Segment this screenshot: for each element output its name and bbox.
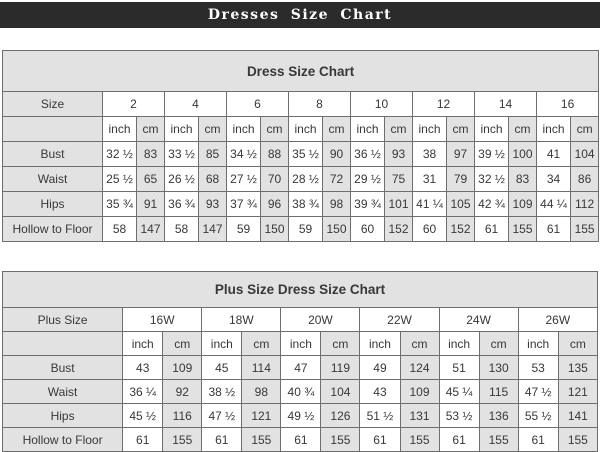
measurement-cell: 152	[385, 217, 413, 242]
row-label: Hips	[3, 192, 103, 217]
measurement-cell: 58	[165, 217, 199, 242]
measurement-cell: 27 ½	[227, 167, 261, 192]
measurement-cell: 37 ¾	[227, 192, 261, 217]
unit-inch-header: inch	[360, 332, 400, 356]
measurement-cell: 155	[321, 428, 360, 452]
measurement-cell: 35 ¾	[103, 192, 137, 217]
measurement-cell: 97	[447, 142, 475, 167]
measurement-cell: 119	[321, 356, 360, 380]
unit-inch-header: inch	[165, 117, 199, 142]
size-col-header: 20W	[281, 308, 360, 332]
measurement-cell: 55 ½	[518, 404, 558, 428]
size-col-header: 12	[413, 92, 475, 117]
measurement-cell: 155	[163, 428, 202, 452]
measurement-cell: 49 ½	[281, 404, 321, 428]
measurement-cell: 104	[321, 380, 360, 404]
row-label: Hips	[3, 404, 123, 428]
measurement-cell: 36 ¾	[165, 192, 199, 217]
measurement-cell: 105	[447, 192, 475, 217]
unit-inch-header: inch	[351, 117, 385, 142]
table-title-row	[3, 272, 598, 308]
row-label: Hollow to Floor	[3, 428, 123, 452]
measurement-cell: 40 ¾	[281, 380, 321, 404]
table-row	[3, 167, 599, 192]
measurement-cell: 136	[479, 404, 518, 428]
measurement-cell: 61	[360, 428, 400, 452]
measurement-cell: 135	[558, 356, 597, 380]
measurement-cell: 34 ½	[227, 142, 261, 167]
measurement-cell: 61	[537, 217, 571, 242]
measurement-cell: 155	[400, 428, 439, 452]
row-label: Bust	[3, 142, 103, 167]
size-corner-label: Plus Size	[3, 308, 123, 332]
row-label: Waist	[3, 167, 103, 192]
unit-cm-header: cm	[242, 332, 281, 356]
measurement-cell: 70	[261, 167, 289, 192]
plus-size-dress-size-chart-table	[2, 271, 598, 452]
measurement-cell: 114	[242, 356, 281, 380]
size-col-header: 18W	[202, 308, 281, 332]
measurement-cell: 45 ¼	[439, 380, 479, 404]
measurement-cell: 115	[479, 380, 518, 404]
size-header-row	[3, 308, 598, 332]
unit-cm-header: cm	[400, 332, 439, 356]
measurement-cell: 61	[518, 428, 558, 452]
unit-cm-header: cm	[321, 332, 360, 356]
unit-cm-header: cm	[447, 117, 475, 142]
unit-cm-header: cm	[385, 117, 413, 142]
unit-inch-header: inch	[227, 117, 261, 142]
unit-inch-header: inch	[537, 117, 571, 142]
measurement-cell: 155	[571, 217, 599, 242]
measurement-cell: 61	[475, 217, 509, 242]
measurement-cell: 79	[447, 167, 475, 192]
measurement-cell: 155	[479, 428, 518, 452]
unit-inch-header: inch	[202, 332, 242, 356]
measurement-cell: 68	[199, 167, 227, 192]
unit-inch-header: inch	[475, 117, 509, 142]
unit-header-row	[3, 117, 599, 142]
measurement-cell: 109	[400, 380, 439, 404]
measurement-cell: 61	[439, 428, 479, 452]
measurement-cell: 47 ½	[518, 380, 558, 404]
table-title-row	[3, 51, 599, 92]
table-row	[3, 142, 599, 167]
measurement-cell: 25 ½	[103, 167, 137, 192]
page-header-bar	[0, 2, 600, 28]
unit-inch-header: inch	[103, 117, 137, 142]
measurement-cell: 109	[509, 192, 537, 217]
table-row	[3, 356, 598, 380]
measurement-cell: 32 ½	[475, 167, 509, 192]
measurement-cell: 47	[281, 356, 321, 380]
measurement-cell: 141	[558, 404, 597, 428]
table-row	[3, 428, 598, 452]
measurement-cell: 65	[137, 167, 165, 192]
measurement-cell: 155	[242, 428, 281, 452]
row-label: Waist	[3, 380, 123, 404]
measurement-cell: 41	[537, 142, 571, 167]
measurement-cell: 60	[351, 217, 385, 242]
measurement-cell: 26 ½	[165, 167, 199, 192]
unit-inch-header: inch	[281, 332, 321, 356]
unit-cm-header: cm	[137, 117, 165, 142]
size-col-header: 2	[103, 92, 165, 117]
measurement-cell: 59	[289, 217, 323, 242]
measurement-cell: 38	[413, 142, 447, 167]
row-label: Bust	[3, 356, 123, 380]
measurement-cell: 61	[123, 428, 163, 452]
unit-inch-header: inch	[123, 332, 163, 356]
row-label: Hollow to Floor	[3, 217, 103, 242]
unit-cm-header: cm	[509, 117, 537, 142]
spacer	[0, 28, 600, 50]
measurement-cell: 61	[202, 428, 242, 452]
measurement-cell: 152	[447, 217, 475, 242]
measurement-cell: 43	[360, 380, 400, 404]
measurement-cell: 91	[137, 192, 165, 217]
measurement-cell: 36 ¼	[123, 380, 163, 404]
unit-cm-header: cm	[479, 332, 518, 356]
dress-size-chart-table	[2, 50, 599, 242]
measurement-cell: 130	[479, 356, 518, 380]
measurement-cell: 43	[123, 356, 163, 380]
measurement-cell: 53 ½	[439, 404, 479, 428]
measurement-cell: 83	[137, 142, 165, 167]
table-row	[3, 192, 599, 217]
unit-cm-header: cm	[558, 332, 597, 356]
measurement-cell: 60	[413, 217, 447, 242]
size-col-header: 4	[165, 92, 227, 117]
measurement-cell: 147	[137, 217, 165, 242]
measurement-cell: 36 ½	[351, 142, 385, 167]
unit-cm-header: cm	[163, 332, 202, 356]
measurement-cell: 83	[509, 167, 537, 192]
measurement-cell: 96	[261, 192, 289, 217]
measurement-cell: 104	[571, 142, 599, 167]
unit-inch-header: inch	[518, 332, 558, 356]
size-col-header: 24W	[439, 308, 518, 332]
size-header-row	[3, 92, 599, 117]
measurement-cell: 98	[242, 380, 281, 404]
unit-cm-header: cm	[199, 117, 227, 142]
measurement-cell: 150	[323, 217, 351, 242]
measurement-cell: 51 ½	[360, 404, 400, 428]
measurement-cell: 98	[323, 192, 351, 217]
table-title: Plus Size Dress Size Chart	[3, 272, 598, 308]
page-title: Dresses Size Chart	[207, 7, 393, 23]
unit-cm-header: cm	[261, 117, 289, 142]
measurement-cell: 92	[163, 380, 202, 404]
measurement-cell: 101	[385, 192, 413, 217]
measurement-cell: 86	[571, 167, 599, 192]
measurement-cell: 100	[509, 142, 537, 167]
measurement-cell: 75	[385, 167, 413, 192]
measurement-cell: 121	[242, 404, 281, 428]
measurement-cell: 90	[323, 142, 351, 167]
measurement-cell: 32 ½	[103, 142, 137, 167]
measurement-cell: 38 ½	[202, 380, 242, 404]
measurement-cell: 88	[261, 142, 289, 167]
size-col-header: 6	[227, 92, 289, 117]
measurement-cell: 47 ½	[202, 404, 242, 428]
unit-corner-cell	[3, 332, 123, 356]
unit-inch-header: inch	[439, 332, 479, 356]
measurement-cell: 147	[199, 217, 227, 242]
size-col-header: 16W	[123, 308, 202, 332]
size-col-header: 16	[537, 92, 599, 117]
measurement-cell: 131	[400, 404, 439, 428]
unit-inch-header: inch	[413, 117, 447, 142]
measurement-cell: 61	[281, 428, 321, 452]
measurement-cell: 59	[227, 217, 261, 242]
unit-corner-cell	[3, 117, 103, 142]
measurement-cell: 150	[261, 217, 289, 242]
measurement-cell: 58	[103, 217, 137, 242]
measurement-cell: 31	[413, 167, 447, 192]
measurement-cell: 109	[163, 356, 202, 380]
measurement-cell: 29 ½	[351, 167, 385, 192]
spacer	[0, 242, 600, 271]
measurement-cell: 93	[199, 192, 227, 217]
measurement-cell: 53	[518, 356, 558, 380]
table-row	[3, 217, 599, 242]
measurement-cell: 33 ½	[165, 142, 199, 167]
measurement-cell: 41 ¼	[413, 192, 447, 217]
measurement-cell: 44 ¼	[537, 192, 571, 217]
measurement-cell: 38 ¾	[289, 192, 323, 217]
size-col-header: 26W	[518, 308, 597, 332]
size-corner-label: Size	[3, 92, 103, 117]
measurement-cell: 39 ¾	[351, 192, 385, 217]
table-title: Dress Size Chart	[3, 51, 599, 92]
measurement-cell: 45 ½	[123, 404, 163, 428]
table-row	[3, 380, 598, 404]
measurement-cell: 28 ½	[289, 167, 323, 192]
measurement-cell: 126	[321, 404, 360, 428]
measurement-cell: 93	[385, 142, 413, 167]
measurement-cell: 45	[202, 356, 242, 380]
measurement-cell: 35 ½	[289, 142, 323, 167]
unit-cm-header: cm	[571, 117, 599, 142]
measurement-cell: 42 ¾	[475, 192, 509, 217]
unit-inch-header: inch	[289, 117, 323, 142]
table-row	[3, 404, 598, 428]
measurement-cell: 124	[400, 356, 439, 380]
measurement-cell: 49	[360, 356, 400, 380]
size-col-header: 14	[475, 92, 537, 117]
size-col-header: 10	[351, 92, 413, 117]
measurement-cell: 34	[537, 167, 571, 192]
measurement-cell: 121	[558, 380, 597, 404]
measurement-cell: 72	[323, 167, 351, 192]
measurement-cell: 155	[558, 428, 597, 452]
measurement-cell: 155	[509, 217, 537, 242]
measurement-cell: 39 ½	[475, 142, 509, 167]
measurement-cell: 116	[163, 404, 202, 428]
measurement-cell: 51	[439, 356, 479, 380]
measurement-cell: 112	[571, 192, 599, 217]
size-col-header: 8	[289, 92, 351, 117]
unit-cm-header: cm	[323, 117, 351, 142]
size-col-header: 22W	[360, 308, 439, 332]
unit-header-row	[3, 332, 598, 356]
measurement-cell: 85	[199, 142, 227, 167]
